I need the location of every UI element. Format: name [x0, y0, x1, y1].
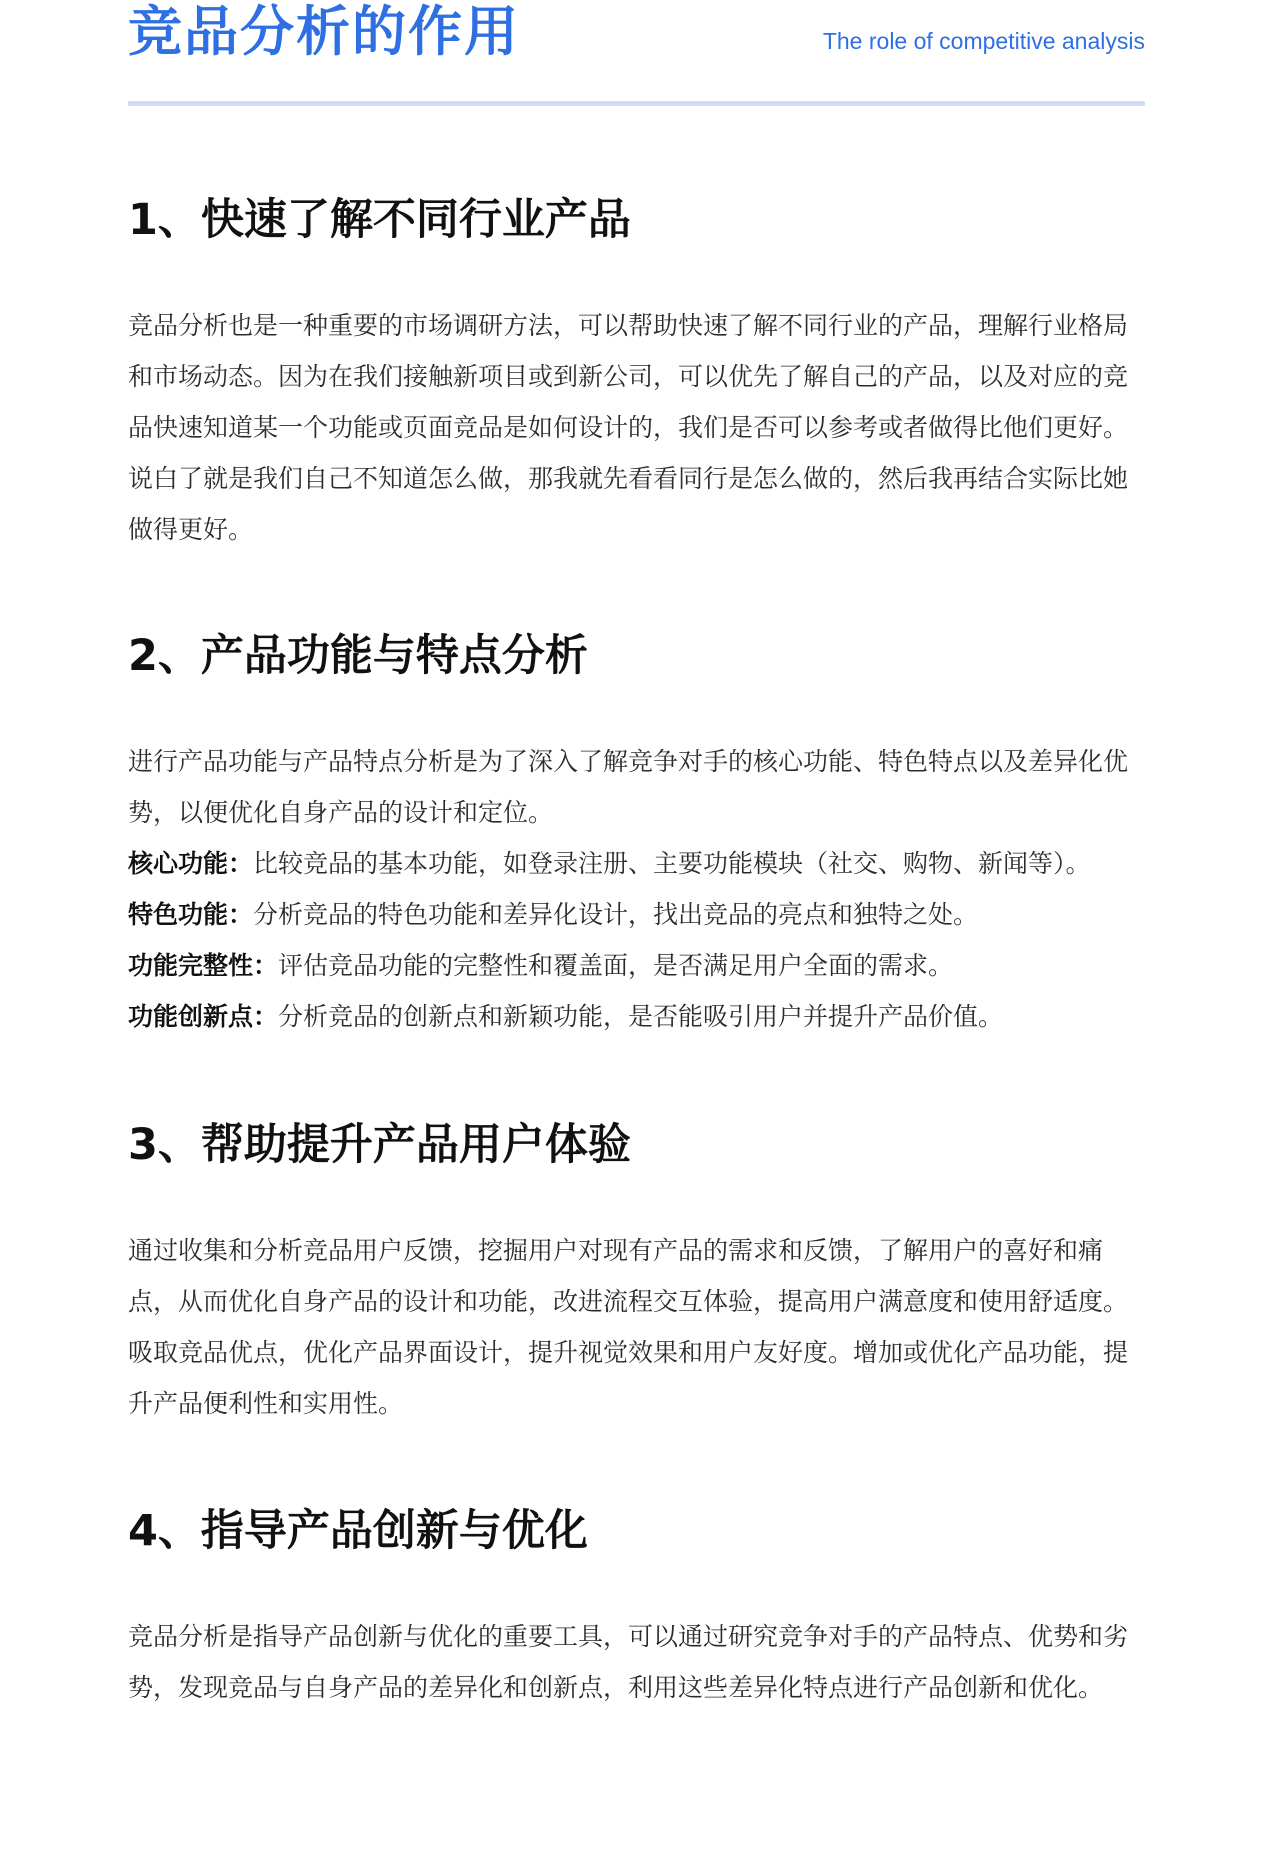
feature-label: 特色功能： [128, 900, 254, 929]
feature-label: 功能完整性： [128, 951, 279, 980]
section-user-experience [128, 1117, 1148, 1429]
page-header [128, 0, 1145, 110]
feature-text: 比较竞品的基本功能，如登录注册、主要功能模块（社交、购物、新闻等）。 [253, 849, 1091, 878]
feature-text: 分析竞品的特色功能和差异化设计，找出竞品的亮点和独特之处。 [253, 900, 979, 929]
section-heading: 3、帮助提升产品用户体验 [128, 1120, 631, 1170]
feature-label: 功能创新点： [128, 1002, 279, 1031]
feature-item-core [128, 838, 1148, 889]
feature-label: 核心功能： [128, 849, 254, 878]
feature-item-distinctive [128, 889, 1148, 940]
feature-item-innovation [128, 991, 1148, 1042]
section-heading: 2、产品功能与特点分析 [128, 631, 588, 681]
header-divider [128, 101, 1145, 106]
section-paragraph: 进行产品功能与产品特点分析是为了深入了解竞争对手的核心功能、特色特点以及差异化优势，以便优化自身产品的设计和定位。 [128, 747, 1129, 827]
section-body [128, 1611, 1148, 1713]
feature-item-completeness [128, 940, 1148, 991]
section-feature-analysis [128, 628, 1148, 1042]
section-body [128, 1225, 1148, 1429]
section-body [128, 300, 1148, 555]
section-body [128, 736, 1148, 1042]
page-title: 竞品分析的作用 [128, 0, 520, 63]
section-paragraph: 竞品分析也是一种重要的市场调研方法，可以帮助快速了解不同行业的产品，理解行业格局和市场动态。因为在我们接触新项目或到新公司，可以优先了解自己的产品，以及对应的竞品快速知道某一个功能或页面竞品是如何设计的，我们是否可以参考或者做得比他们更好。说白了就是我们自己不知道怎么做，那我就先看看同行是怎么做的，然后我再结合实际比她做得更好。 [128, 311, 1129, 544]
page-subtitle: The role of competitive analysis [822, 28, 1145, 54]
section-quick-understanding [128, 192, 1148, 555]
section-paragraph: 竞品分析是指导产品创新与优化的重要工具，可以通过研究竞争对手的产品特点、优势和劣势，发现竞品与自身产品的差异化和创新点，利用这些差异化特点进行产品创新和优化。 [128, 1622, 1129, 1702]
feature-text: 评估竞品功能的完整性和覆盖面，是否满足用户全面的需求。 [278, 951, 954, 980]
feature-text: 分析竞品的创新点和新颖功能，是否能吸引用户并提升产品价值。 [278, 1002, 1004, 1031]
section-heading: 4、指导产品创新与优化 [128, 1506, 588, 1556]
section-innovation-guidance [128, 1503, 1148, 1713]
section-heading: 1、快速了解不同行业产品 [128, 195, 631, 245]
section-paragraph: 通过收集和分析竞品用户反馈，挖掘用户对现有产品的需求和反馈，了解用户的喜好和痛点，从而优化自身产品的设计和功能，改进流程交互体验，提高用户满意度和使用舒适度。吸取竞品优点，优化产品界面设计，提升视觉效果和用户友好度。增加或优化产品功能，提升产品便利性和实用性。 [128, 1236, 1129, 1418]
